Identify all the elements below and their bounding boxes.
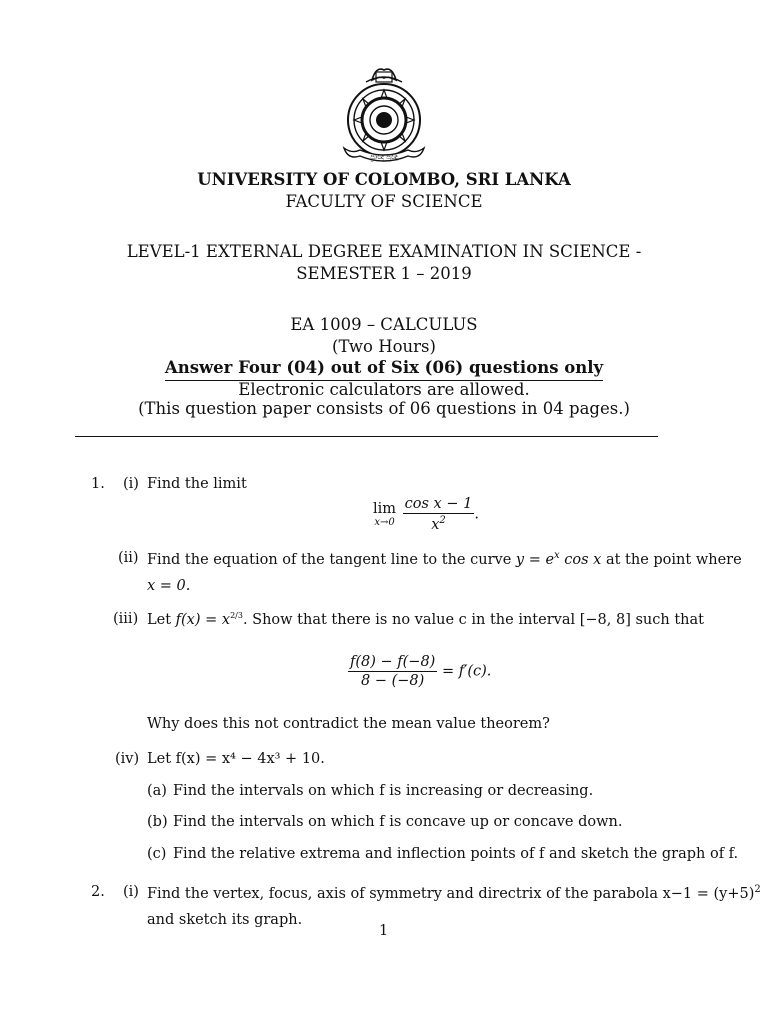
exam-duration: (Two Hours): [332, 337, 436, 356]
limit-denominator-exponent: 2: [439, 515, 446, 526]
q2-i-exponent: 2: [754, 884, 761, 895]
q1-ii-math: y = e: [515, 551, 555, 568]
mvt-rhs: = f′(c).: [441, 663, 492, 680]
q1-iii-text-b: . Show that there is no value c in the interval [−8, 8] such that: [242, 611, 704, 628]
question-1-number: 1.: [91, 476, 105, 492]
q1-iv-b-text: Find the intervals on which f is concave up or concave down.: [173, 814, 623, 830]
university-crest-logo: [338, 64, 430, 168]
q1-ii-line2: x = 0.: [147, 578, 191, 594]
q1-ii-math2: cos x: [559, 551, 602, 568]
limit-numerator: cos x − 1: [404, 496, 473, 512]
q2-i-text-a: Find the vertex, focus, axis of symmetry and directrix of the parabola x−1 = (y+5): [147, 885, 755, 902]
q1-i-limit-expression: [373, 496, 479, 533]
q1-iii-text-a: Let: [147, 611, 176, 628]
exam-title-line1: LEVEL-1 EXTERNAL DEGREE EXAMINATION IN SCIENCE -: [126, 242, 642, 261]
mvt-denominator: 8 − (−8): [361, 673, 425, 689]
lim-subscript: x→0: [374, 516, 395, 528]
faculty-name: FACULTY OF SCIENCE: [285, 192, 483, 211]
q1-ii-text-b: at the point where: [601, 551, 742, 568]
q1-ii-text: [147, 550, 742, 568]
q1-i-text: Find the limit: [147, 476, 247, 492]
calculator-note: Electronic calculators are allowed.: [238, 380, 530, 399]
pages-note: (This question paper consists of 06 questions in 04 pages.): [138, 399, 630, 418]
limit-period: .: [474, 506, 479, 523]
q1-iii-exponent: 2/3: [230, 611, 243, 620]
q1-i-label: (i): [123, 476, 139, 492]
q1-iii-equation: [348, 654, 491, 689]
q1-iii-label: (iii): [113, 611, 139, 627]
lim-operator: lim: [373, 500, 397, 517]
q1-iv-b-label: (b): [147, 814, 168, 830]
page-number: 1: [379, 923, 389, 939]
q1-iv-label: (iv): [115, 751, 140, 767]
q1-ii-exponent: x: [554, 550, 560, 561]
mvt-numerator: f(8) − f(−8): [350, 654, 436, 670]
q1-iii-math: f(x) = x: [175, 611, 231, 628]
university-name: UNIVERSITY OF COLOMBO, SRI LANKA: [197, 170, 571, 189]
q2-i-line2: and sketch its graph.: [147, 912, 303, 928]
q1-ii-label: (ii): [118, 550, 139, 566]
question-2-number: 2.: [91, 884, 105, 900]
q2-i-label: (i): [123, 884, 139, 900]
q1-ii-text-a: Find the equation of the tangent line to the curve: [147, 551, 516, 568]
q2-i-text: [147, 884, 761, 902]
q1-iv-c-label: (c): [147, 846, 167, 862]
q1-iv-text: Let f(x) = x⁴ − 4x³ + 10.: [147, 751, 325, 767]
q1-iv-a-label: (a): [147, 783, 167, 799]
exam-title-line2: SEMESTER 1 – 2019: [296, 264, 472, 283]
limit-denominator: x: [431, 516, 440, 533]
answer-instruction: Answer Four (04) out of Six (06) questions only: [164, 358, 604, 377]
q1-iv-c-text: Find the relative extrema and inflection points of f and sketch the graph of f.: [173, 846, 739, 862]
header-divider: [75, 436, 658, 437]
q1-iii-question: Why does this not contradict the mean value theorem?: [147, 716, 550, 732]
course-title: EA 1009 – CALCULUS: [290, 315, 478, 334]
crest-motto: ප්‍රාඥ ප්‍රඥා: [370, 153, 398, 161]
q1-iv-a-text: Find the intervals on which f is increasing or decreasing.: [173, 783, 594, 799]
q1-iii-text: [147, 611, 704, 628]
